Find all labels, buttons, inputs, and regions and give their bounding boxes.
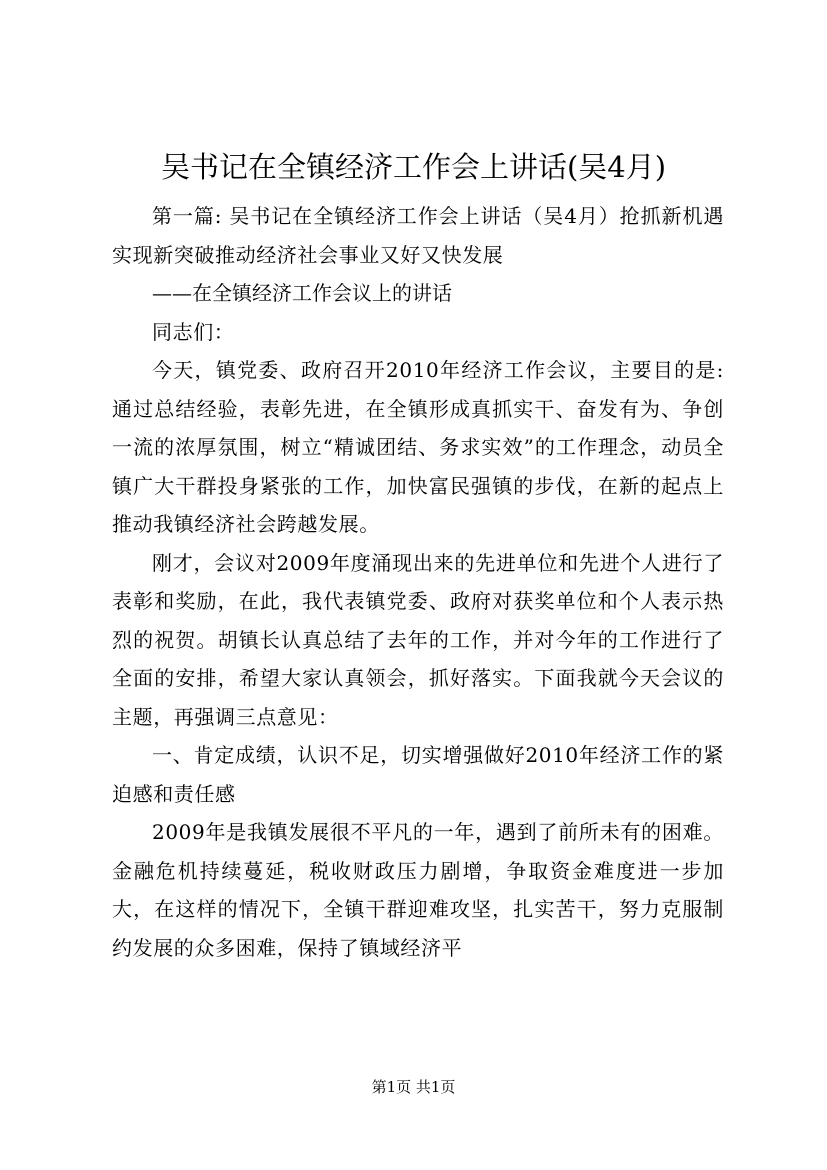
paragraph-review-2009: 2009年是我镇发展很不平凡的一年，遇到了前所未有的困难。金融危机持续蔓延，税收财政压力剧增，争取资金难度进一步加大，在这样的情况下，全镇干群迎难攻坚，扎实苦干，努力克服制约发展的众多困难，保持了镇域经济平	[112, 820, 724, 960]
page-footer: 第1页 共1页	[371, 1078, 456, 1096]
paragraph-section-one: 一、肯定成绩，认识不足，切实增强做好2010年经济工作的紧迫感和责任感	[112, 743, 724, 806]
paragraph-opening: 今天，镇党委、政府召开2010年经济工作会议，主要目的是: 通过总结经验，表彰先进，在全镇形成真抓实干、奋发有为、争创一流的浓厚氛围，树立“精诚团结、务求实效”的工作理念，动员全镇广大干群投身紧张的工作，加快富民强镇的步伐，在新的起点上推动我镇经济社会跨越发展。	[112, 358, 724, 536]
paragraph-heading: 第一篇: 吴书记在全镇经济工作会上讲话（吴4月）抢抓新机遇实现新突破推动经济社会事业又好又快发展	[112, 204, 724, 267]
document-title: 吴书记在全镇经济工作会上讲话(吴4月)	[160, 150, 667, 184]
document-body	[112, 197, 724, 967]
paragraph-subtitle: ——在全镇经济工作会议上的讲话	[152, 281, 452, 305]
paragraph-salutation: 同志们：	[152, 319, 235, 344]
paragraph-commendation: 刚才，会议对2009年度涌现出来的先进单位和先进个人进行了表彰和奖励，在此，我代表镇党委、政府对获奖单位和个人表示热烈的祝贺。胡镇长认真总结了去年的工作，并对今年的工作进行了全面的安排，希望大家认真领会，抓好落实。下面我就今天会议的主题，再强调三点意见：	[112, 550, 724, 729]
